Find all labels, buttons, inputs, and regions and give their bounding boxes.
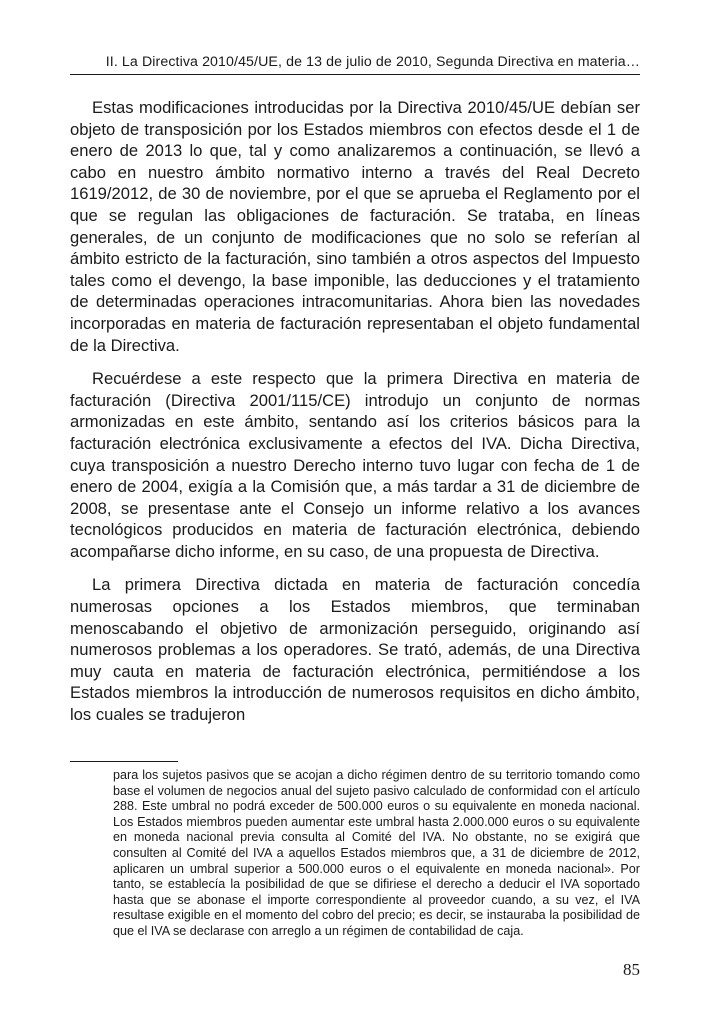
- page-number: 85: [623, 960, 640, 979]
- body-paragraph: La primera Directiva dictada en materia de facturación concedía numerosas opciones a los Estados miembros, que terminaban menoscabando el objetivo de armonización perseguido, originando así numerosos problemas a los operadores. Se trató, además, de una Directiva muy cauta en materia de facturación electrónica, permitiéndose a los Estados miembros la introducción de numerosos requisitos en dicho ámbito, los cuales se tradujeron: [70, 575, 640, 725]
- body-text: [70, 97, 640, 726]
- running-header: II. La Directiva 2010/45/UE, de 13 de julio de 2010, Segunda Directiva en materia…: [105, 54, 640, 70]
- body-paragraph: Recuérdese a este respecto que la primera Directiva en materia de facturación (Directiva 2001/115/CE) introdujo un conjunto de normas armonizadas en este ámbito, sentando así los criterios básicos para la facturación electrónica exclusivamente a efectos del IVA. Dicha Directiva, cuya transposición a nuestro Derecho interno tuvo lugar con fecha de 1 de enero de 2004, exigía a la Comisión que, a más tardar a 31 de diciembre de 2008, se presentase ante el Consejo un informe relativo a los avances tecnológicos producidos en materia de facturación electrónica, debiendo acompañarse dicho informe, en su caso, de una propuesta de Directiva.: [70, 369, 640, 561]
- footnote-text: para los sujetos pasivos que se acojan a dicho régimen dentro de su territorio tomando como base el volumen de negocios anual del sujeto pasivo calculado de conformidad con el artículo 288. Este umbral no podrá exceder de 500.000 euros o su equivalente en moneda nacional. Los Estados miembros pueden aumentar este umbral hasta 2.000.000 euros o su equivalente en moneda nacional previa consulta al Comité del IVA. No obstante, no se exigirá que consulten al Comité del IVA a aquellos Estados miembros que, a 31 de diciembre de 2012, aplicaren un umbral superior a 500.000 euros o el equivalente en moneda nacional». Por tanto, se establecía la posibilidad de que se difiriese el derecho a deducir el IVA soportado hasta que se abonase el importe correspondiente al proveedor cuando, a su vez, el IVA resultase exigible en el momento del cobro del precio; es decir, se instauraba la posibilidad de que el IVA se declarase con arreglo a un régimen de contabilidad de caja.: [113, 768, 640, 938]
- body-paragraph: Estas modificaciones introducidas por la Directiva 2010/45/UE debían ser objeto de transposición por los Estados miembros con efectos desde el 1 de enero de 2013 lo que, tal y como analizaremos a continuación, se llevó a cabo en nuestro ámbito normativo interno a través del Real Decreto 1619/2012, de 30 de noviembre, por el que se aprueba el Reglamento por el que se regulan las obligaciones de facturación. Se trataba, en líneas generales, de un conjunto de modificaciones que no solo se referían al ámbito estricto de la facturación, sino también a otros aspectos del Impuesto tales como el devengo, la base imponible, las deducciones y el tratamiento de determinadas operaciones intracomunitarias. Ahora bien las novedades incorporadas en materia de facturación representaban el objeto fundamental de la Directiva.: [70, 98, 640, 355]
- header-rule: [70, 74, 640, 75]
- footnote-rule: [70, 761, 178, 762]
